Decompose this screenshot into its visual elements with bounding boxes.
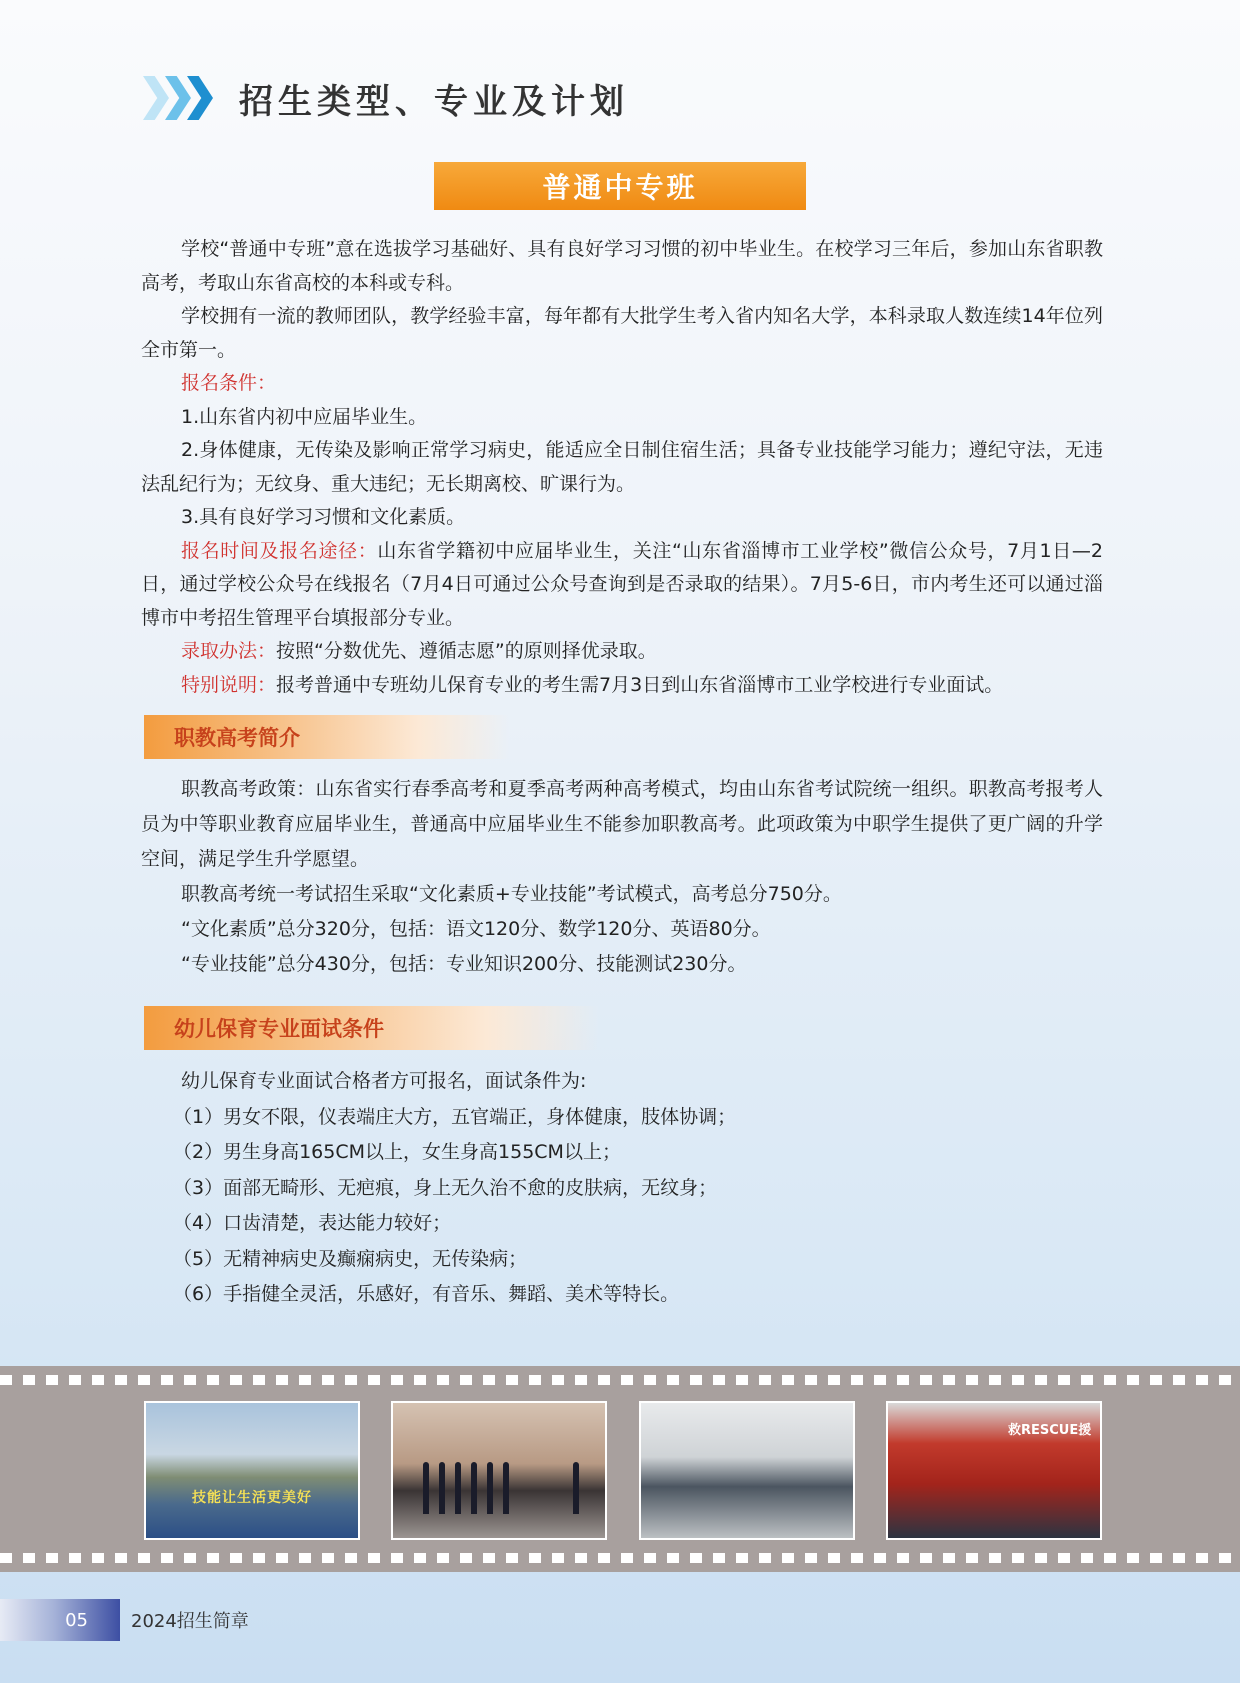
interview-item: （3）面部无畸形、无疤痕，身上无久治不愈的皮肤病，无纹身； xyxy=(173,1176,718,1199)
truck-label: 救RESCUE援 xyxy=(1008,1423,1092,1438)
interview-tag: 幼儿保育专业面试条件 xyxy=(144,1006,600,1050)
photo-fire-truck xyxy=(886,1401,1102,1540)
program-banner: 普通中专班 xyxy=(434,162,806,210)
interview-item: （4）口齿清楚，表达能力较好； xyxy=(173,1212,452,1234)
film-holes-bottom xyxy=(0,1553,1240,1563)
exam-intro xyxy=(141,772,1103,982)
film-strip xyxy=(0,1366,1240,1572)
admission-text: 按照“分数优先、遵循志愿”的原则择优录取。 xyxy=(276,640,657,662)
admission-paragraph xyxy=(141,635,1103,669)
film-holes-top xyxy=(0,1375,1240,1385)
photo-campus-event xyxy=(144,1401,360,1540)
interview-item: （2）男生身高165CM以上，女生身高155CM以上； xyxy=(173,1141,621,1163)
photo-caption: 技能让生活更美好 xyxy=(192,1490,312,1506)
chevron-arrows-icon xyxy=(143,76,217,120)
requirement-2: 2.身体健康，无传染及影响正常学习病史，能适应全日制住宿生活；具备专业技能学习能力；遵纪守法，无违法乱纪行为；无纹身、重大违纪；无长期离校、旷课行为。 xyxy=(141,439,1103,495)
special-note-paragraph xyxy=(141,669,1103,703)
requirements-label: 报名条件： xyxy=(181,372,277,394)
interview-item: （1）男女不限，仪表端庄大方，五官端正，身体健康，肢体协调； xyxy=(173,1105,737,1128)
footer-title: 2024招生简章 xyxy=(131,1611,249,1632)
page-number: 05 xyxy=(0,1599,120,1641)
special-note-text: 报考普通中专班幼儿保育专业的考生需7月3日到山东省淄博市工业学校进行专业面试。 xyxy=(276,673,1004,696)
exam-paragraph-4: “专业技能”总分430分，包括：专业知识200分、技能测试230分。 xyxy=(181,953,747,975)
interview-conditions xyxy=(141,1064,1103,1313)
requirements-heading xyxy=(141,367,1103,401)
registration-text: 山东省学籍初中应届毕业生，关注“山东省淄博市工业学校”微信公众号，7月1日—2日，通过学校公众号在线报名（7月4日可通过公众号查询到是否录取的结果）。7月5-6日，市内考生还可以通过淄博市中考招生管理平台填报部分专业。 xyxy=(141,539,1103,629)
page-title: 招生类型、专业及计划 xyxy=(239,81,629,122)
program-description xyxy=(141,233,1103,702)
interview-item: （5）无精神病史及癫痫病史，无传染病； xyxy=(173,1247,528,1270)
photo-etiquette-class xyxy=(391,1401,607,1540)
section-header xyxy=(143,68,629,128)
requirement-3: 3.具有良好学习习惯和文化素质。 xyxy=(181,506,466,528)
interview-item: （6）手指健全灵活，乐感好，有音乐、舞蹈、美术等特长。 xyxy=(173,1283,680,1305)
requirement-1: 1.山东省内初中应届毕业生。 xyxy=(181,405,428,428)
exam-paragraph-3: “文化素质”总分320分，包括：语文120分、数学120分、英语80分。 xyxy=(181,918,771,940)
exam-paragraph-2: 职教高考统一考试招生采取“文化素质+专业技能”考试模式，高考总分750分。 xyxy=(181,883,842,905)
intro-paragraph-2: 学校拥有一流的教师团队，教学经验丰富，每年都有大批学生考入省内知名大学，本科录取人数连续14年位列全市第一。 xyxy=(141,305,1103,361)
registration-paragraph xyxy=(141,535,1103,636)
special-note-label: 特别说明： xyxy=(181,673,277,696)
photo-lab-students xyxy=(639,1401,855,1540)
intro-paragraph-1: 学校“普通中专班”意在选拔学习基础好、具有良好学习习惯的初中毕业生。在校学习三年后，参加山东省职教高考，考取山东省高校的本科或专科。 xyxy=(141,238,1103,294)
admission-label: 录取办法： xyxy=(181,640,277,662)
registration-label: 报名时间及报名途径： xyxy=(181,539,378,562)
exam-paragraph-1: 职教高考政策：山东省实行春季高考和夏季高考两种高考模式，均由山东省考试院统一组织。职教高考报考人员为中等职业教育应届毕业生，普通高中应届毕业生不能参加职教高考。此项政策为中职学生提供了更广阔的升学空间，满足学生升学愿望。 xyxy=(141,778,1103,870)
exam-intro-tag: 职教高考简介 xyxy=(144,715,510,759)
interview-lead: 幼儿保育专业面试合格者方可报名，面试条件为: xyxy=(181,1070,587,1092)
